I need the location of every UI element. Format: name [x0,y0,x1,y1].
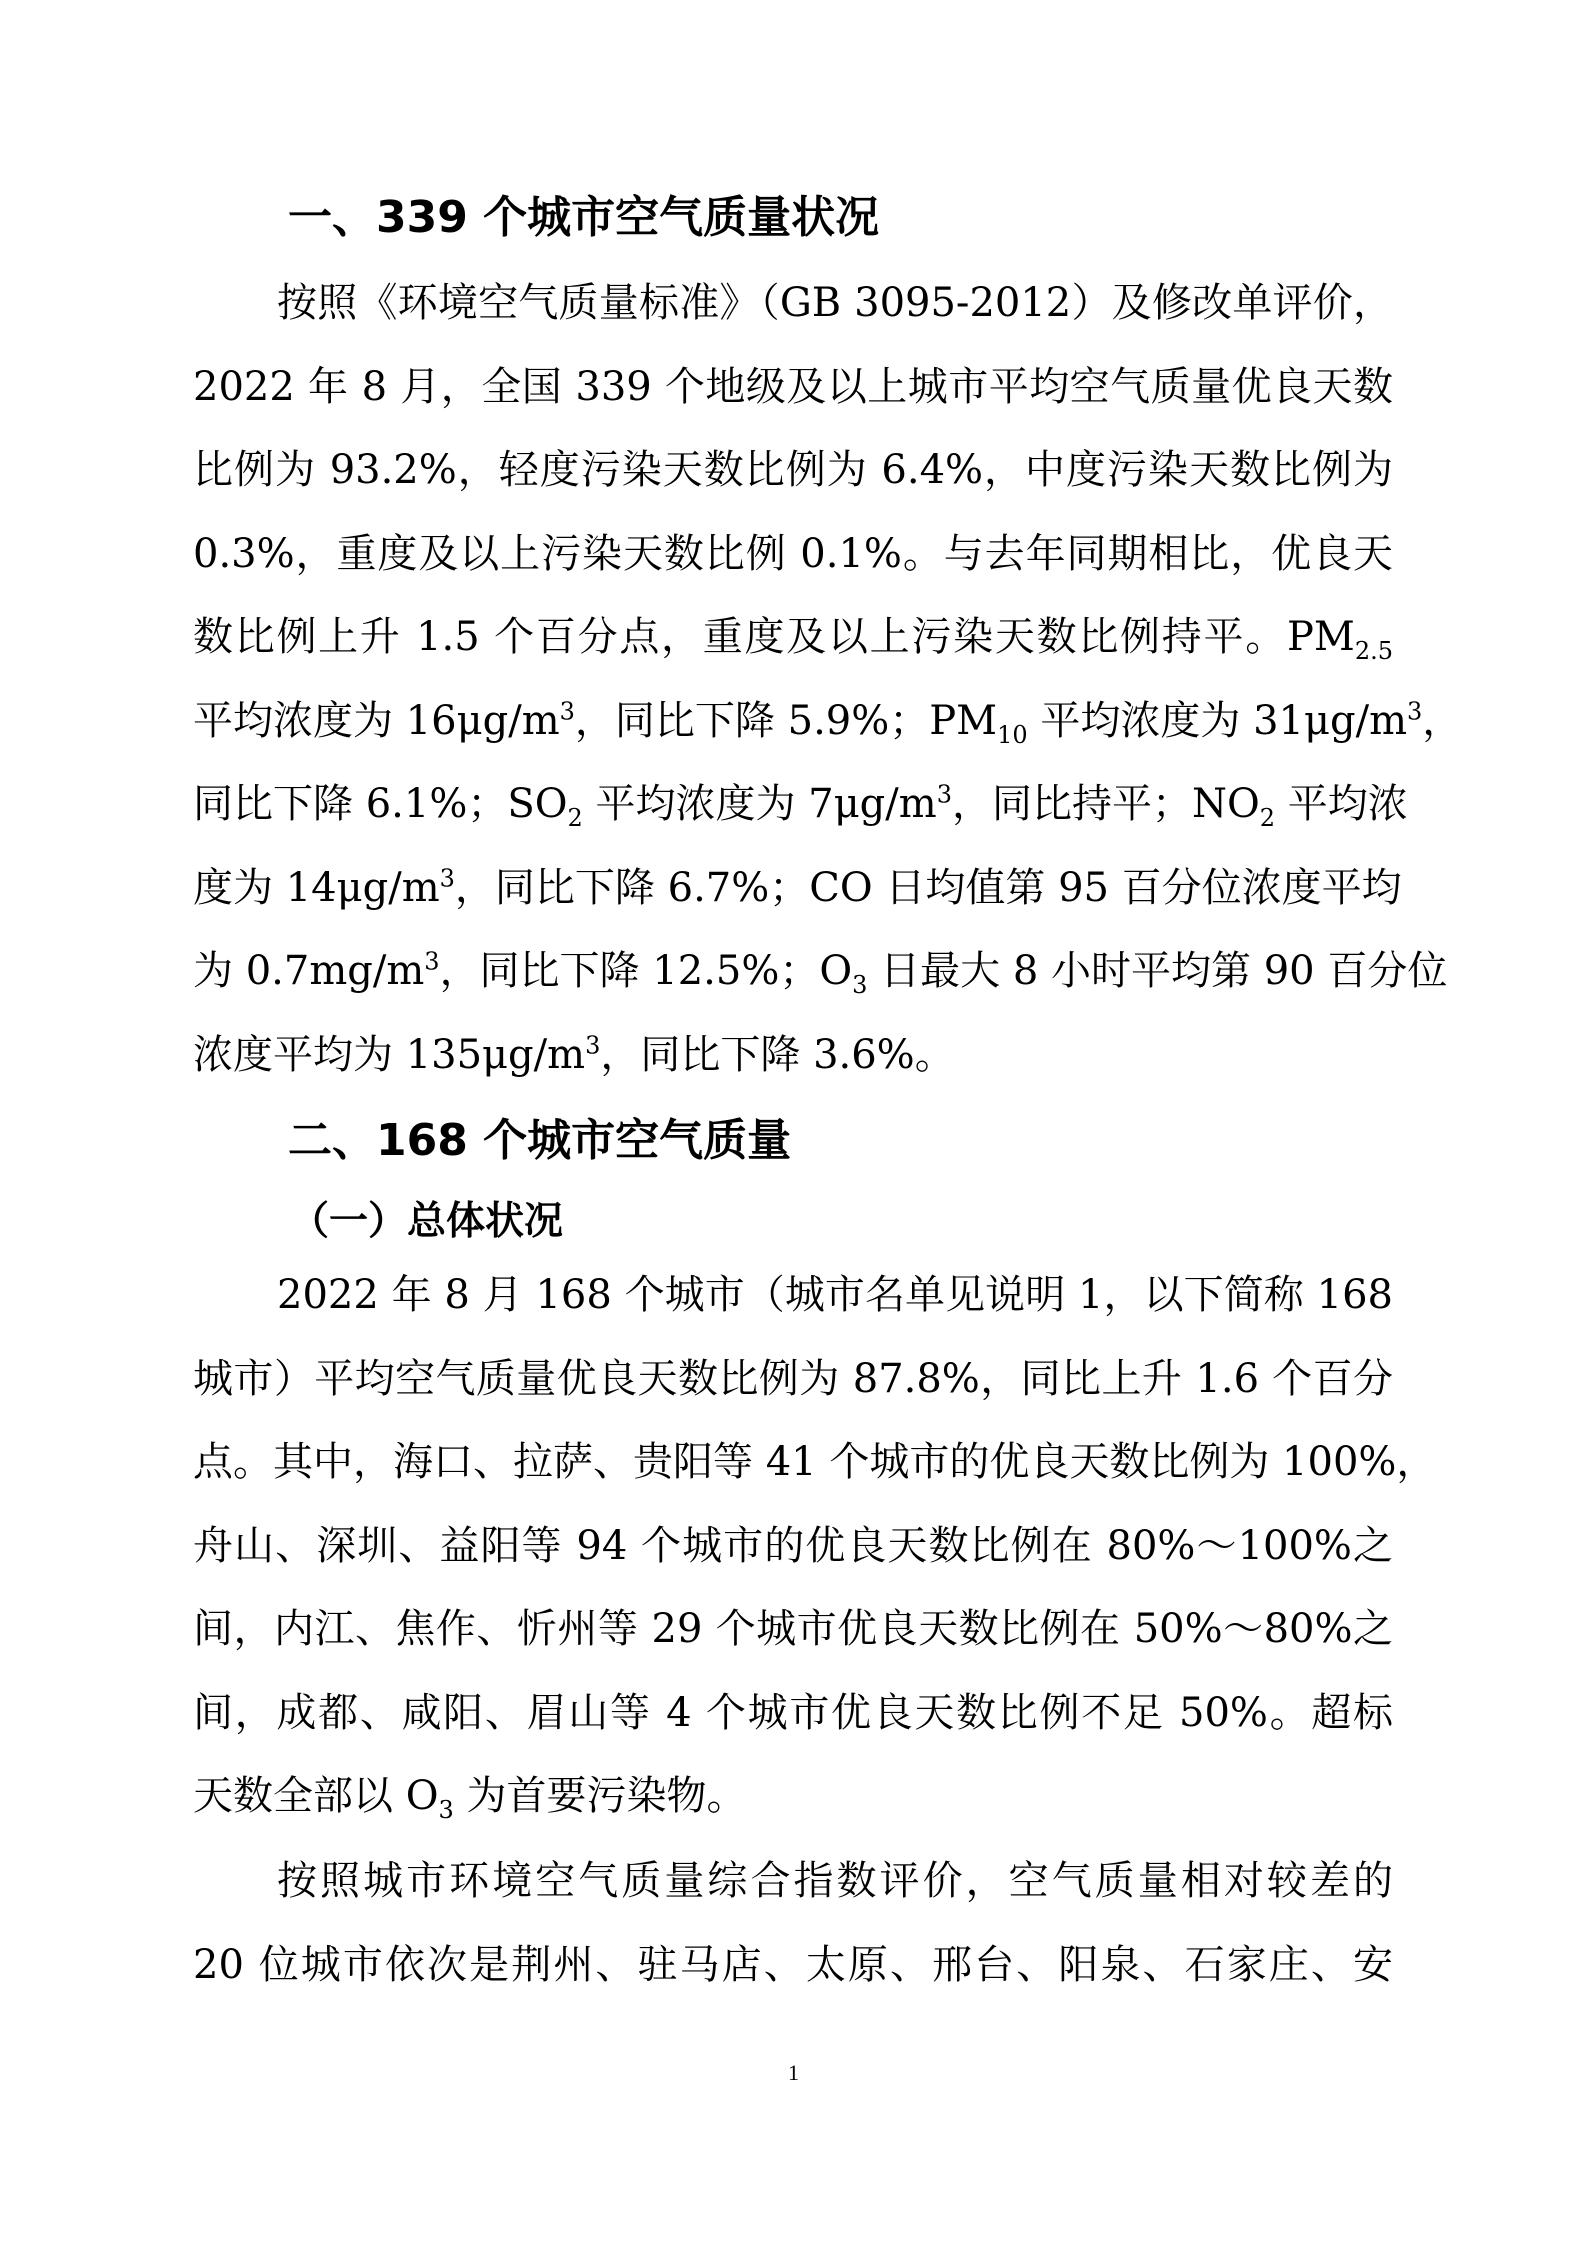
superscript: 3 [559,697,575,726]
paragraph-line: 城市）平均空气质量优良天数比例为 87.8%，同比上升 1.6 个百分 [193,1355,1393,1402]
subscript: 2 [567,804,583,832]
superscript: 3 [936,780,952,809]
paragraph-line [193,1755,1393,1839]
paragraph-line [193,847,1402,931]
paragraph-line: 按照城市环境空气质量综合指数评价，空气质量相对较差的 [277,1858,1393,1904]
text-run: 平均浓度为 16μg/m [193,697,560,744]
paragraph-line: 2022 年 8 月 168 个城市（城市名单见说明 1，以下简称 168 [277,1272,1393,1318]
section-2-heading: 二、168 个城市空气质量 [288,1115,792,1166]
paragraph-line: 间，内江、焦作、忻州等 29 个城市优良天数比例在 50%～80%之 [193,1606,1393,1652]
text-run: ，同比下降 5.9%；PM [574,697,998,744]
paragraph-line: 按照《环境空气质量标准》（GB 3095-2012）及修改单评价， [277,280,1393,326]
subscript: 2 [1259,804,1276,832]
text-run: 天数全部以 O [193,1773,439,1819]
text-run: 为 0.7mg/m [193,948,425,994]
text-run: ，同比下降 12.5%；O [439,948,853,994]
text-run: ， [1422,697,1463,744]
text-run: 平均浓度为 31μg/m [1027,697,1408,744]
paragraph-line: 2022 年 8 月，全国 339 个地级及以上城市平均空气质量优良天数 [193,363,1393,410]
paragraph-line: 舟山、深圳、益阳等 94 个城市的优良天数比例在 80%～100%之 [193,1522,1393,1569]
text-run: 浓度平均为 135μg/m [193,1031,586,1078]
superscript: 3 [585,1031,601,1060]
paragraph-line [193,680,1463,764]
paragraph-line: 比例为 93.2%，轻度污染天数比例为 6.4%，中度污染天数比例为 [193,447,1393,493]
text-run: ，同比下降 6.7%；CO 日均值第 95 百分位浓度平均 [454,864,1402,911]
subscript: 3 [852,971,868,999]
superscript: 3 [1407,697,1423,726]
text-run: 平均浓度为 7μg/m [582,781,937,827]
superscript: 3 [439,864,455,893]
superscript: 3 [424,947,440,976]
paragraph-line [193,930,1448,1014]
text-run: 为首要污染物。 [453,1773,747,1819]
paragraph-line: 0.3%，重度及以上污染天数比例 0.1%。与去年同期相比，优良天 [193,530,1393,577]
section-1-heading: 一、339 个城市空气质量状况 [288,192,880,243]
paragraph-line [193,596,1393,680]
text-run: 度为 14μg/m [193,864,440,911]
paragraph-line [193,1014,1393,1098]
subscript: 10 [997,720,1028,749]
section-1-paragraph [193,262,1463,1097]
text-run: ，同比下降 3.6%。 [600,1031,955,1078]
text-run: 同比下降 6.1%；SO [193,781,568,827]
subsection-paragraph-2 [193,1840,1393,2007]
paragraph-line: 间，成都、咸阳、眉山等 4 个城市优良天数比例不足 50%。超标 [193,1689,1393,1736]
paragraph-line: 点。其中，海口、拉萨、贵阳等 41 个城市的优良天数比例为 100%， [193,1439,1437,1485]
paragraph-line [193,763,1408,847]
text-run: ，同比持平；NO [951,781,1260,827]
text-run: 平均浓 [1275,781,1408,827]
page-number: 1 [788,2060,799,2085]
text-run: 数比例上升 1.5 个百分点，重度及以上污染天数比例持平。PM [193,614,1355,660]
subscript: 2.5 [1354,637,1393,665]
paragraph-line: 20 位城市依次是荆州、驻马店、太原、邢台、阳泉、石家庄、安 [193,1941,1393,1988]
text-run: 日最大 8 小时平均第 90 百分位 [867,948,1448,994]
subsection-paragraph-1 [193,1254,1437,1839]
subscript: 3 [438,1796,454,1824]
subsection-heading: （一）总体状况 [290,1199,564,1244]
